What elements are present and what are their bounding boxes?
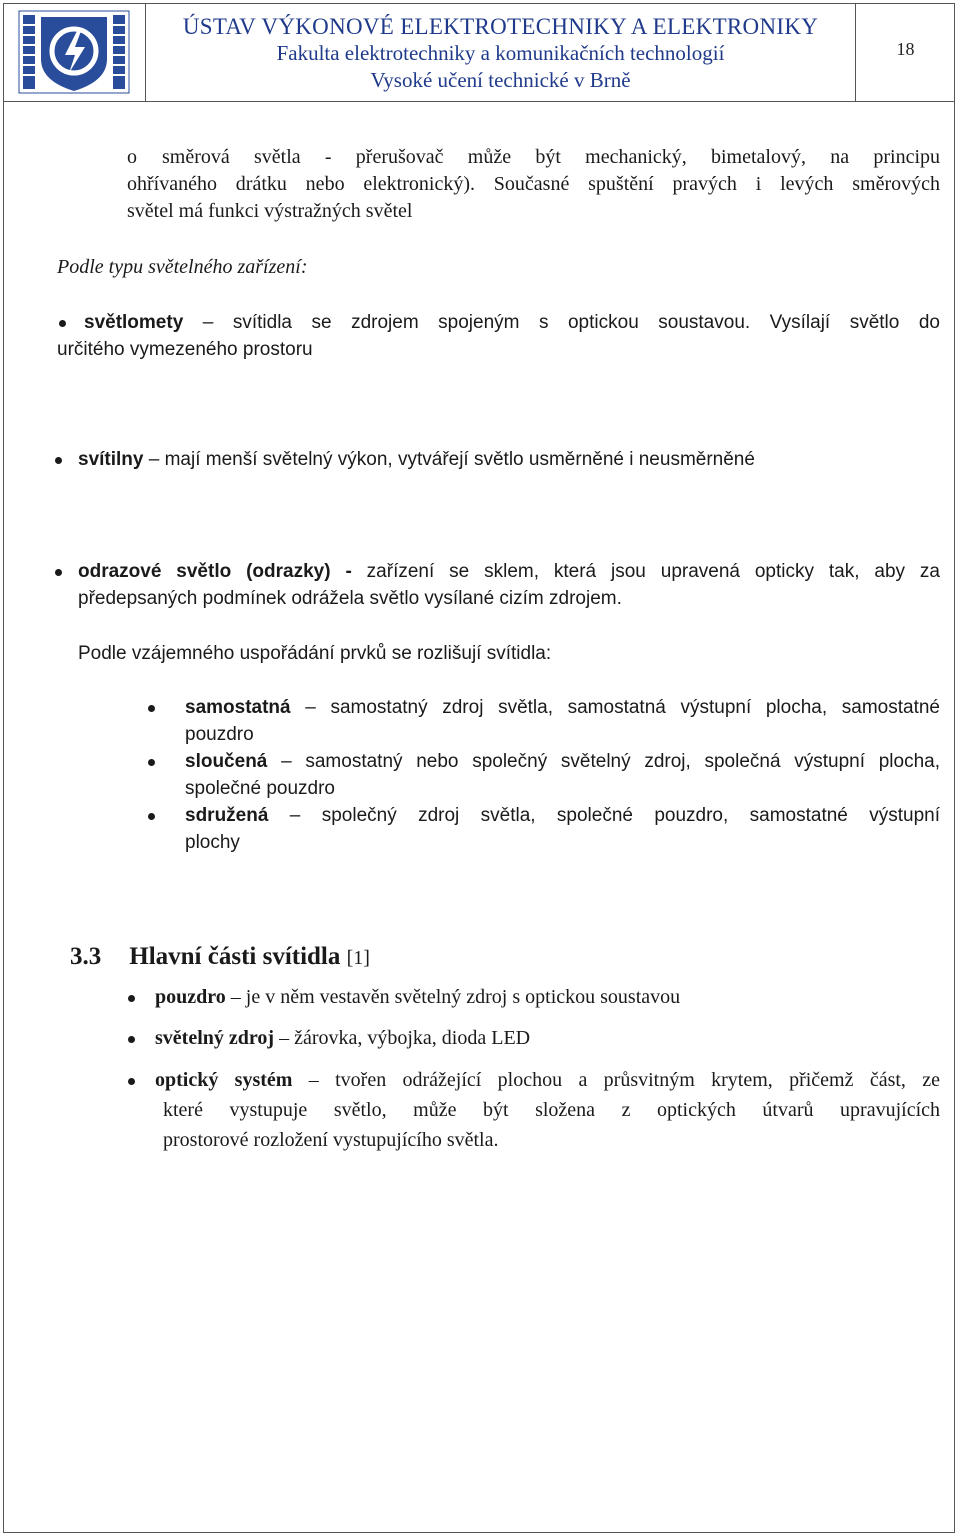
part-text: – je v něm vestavěn světelný zdroj s optickou soustavou [225,986,681,1008]
arrangement-term: samostatná [185,697,291,718]
part-text: – tvořen odrážející plochou a průsvitným krytem, přičemž část, ze [292,1069,940,1091]
bullet-icon [148,813,155,820]
type-text: – svítidla se zdrojem spojeným s optickou soustavou. Vysílají světlo do [183,312,940,333]
arrangement-term: sloučená [185,751,268,772]
arrangement-intro: Podle vzájemného uspořádání prvků se rozlišují svítidla: [78,643,552,664]
arrangement-text: – samostatný nebo společný světelný zdroj, společná výstupní plocha, [267,751,940,772]
arrangement-item-sdruzena [185,802,940,829]
bullet-icon [148,759,155,766]
section-heading [70,943,370,971]
university-name: Vysoké učení technické v Brně [370,68,631,92]
arrangement-term: sdružená [185,805,269,826]
type-item-odrazove [78,558,940,585]
arrangement-item-samostatna-cont: pouzdro [185,724,254,745]
bullet-icon [55,569,62,576]
section-ref: [1] [346,947,370,969]
type-term: svítilny [78,449,144,470]
part-term: pouzdro [155,986,226,1008]
arrangement-item-sdruzena-cont: plochy [185,832,240,853]
bullet-icon [128,1078,135,1085]
bullet-icon [59,320,66,327]
arrangement-text: – samostatný zdroj světla, samostatná výstupní plocha, samostatné [290,697,940,718]
type-item-svetlomety-cont: určitého vymezeného prostoru [57,339,313,360]
type-term: světlomety [84,312,184,333]
part-item-opticky [155,1067,940,1094]
university-logo-icon [17,9,131,95]
page-header [3,3,955,102]
bullet-icon [148,705,155,712]
circle-marker: o [127,146,137,168]
part-text: – žárovka, výbojka, dioda LED [274,1027,531,1049]
intro-line-2: ohřívaného drátku nebo elektronický). Současné spuštění pravých i levých směrových [127,173,940,195]
type-term: odrazové světlo (odrazky) - [78,561,352,582]
part-item-opticky-cont-2: prostorové rozložení vystupujícího světla. [163,1129,499,1151]
arrangement-item-sloucena-cont: společné pouzdro [185,778,335,799]
section-title: Hlavní části svítidla [129,943,341,970]
type-item-svetlomety [84,309,940,336]
faculty-name: Fakulta elektrotechniky a komunikačních technologií [276,41,725,65]
part-term: světelný zdroj [155,1027,275,1049]
logo-cell [3,3,146,101]
type-text: – mají menší světelný výkon, vytvářejí světlo usměrněné i neusměrněné [143,449,755,470]
arrangement-item-samostatna [185,694,940,721]
section-number: 3.3 [70,943,102,970]
institute-name: ÚSTAV VÝKONOVÉ ELEKTROTECHNIKY A ELEKTRONIKY [182,14,819,39]
type-item-odrazove-cont: předepsaných podmínek odrážela světlo vysílané cizím zdrojem. [78,588,622,609]
arrangement-item-sloucena [185,748,940,775]
arrangement-text: – společný zdroj světla, společné pouzdro, samostatné výstupní [268,805,940,826]
part-item-pouzdro [155,984,680,1011]
part-item-opticky-cont-1: které vystupuje světlo, může být složena z optických útvarů upravujících [163,1099,940,1121]
part-item-zdroj [155,1025,530,1052]
bullet-icon [55,457,62,464]
bullet-icon [128,995,135,1002]
intro-line-3: světel má funkci výstražných světel [127,200,413,222]
subheading: Podle typu světelného zařízení: [57,256,308,278]
part-term: optický systém [155,1069,293,1091]
bullet-icon [128,1036,135,1043]
page-number: 18 [896,39,915,59]
intro-line-1: směrová světla - přerušovač může být mechanický, bimetalový, na principu [162,146,940,168]
type-text: zařízení se sklem, která jsou upravená opticky tak, aby za [351,561,940,582]
header-title-cell [146,3,856,101]
type-item-svitilny [78,446,755,473]
